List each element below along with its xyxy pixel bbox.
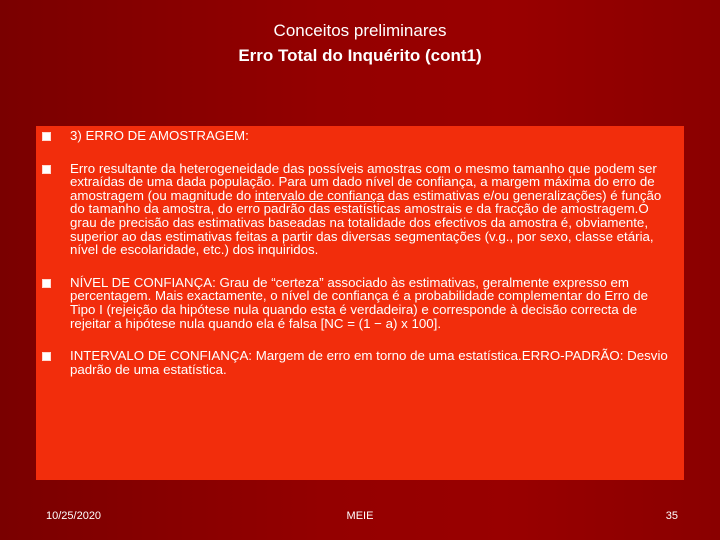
intervalo-confianca-link[interactable]: intervalo de confiança — [254, 187, 385, 203]
bullet-item-definicao — [42, 162, 674, 257]
bullet-item-intervalo-confianca — [42, 349, 674, 376]
slide-title — [0, 20, 720, 68]
square-bullet-icon — [42, 165, 51, 174]
item-text: 3) ERRO DE AMOSTRAGEM: — [70, 128, 249, 143]
bullet-item-erro-amostragem — [42, 129, 674, 143]
item-text: INTERVALO DE CONFIANÇA: Margem de erro em torno de uma estatística.ERRO-PADRÃO: Desvio padrão de uma estatística. — [70, 348, 668, 377]
title-line-1: Conceitos preliminares — [273, 21, 447, 40]
content-box — [36, 126, 684, 480]
footer-center-text: MEIE — [346, 510, 374, 522]
bullet-item-nivel-confianca — [42, 276, 674, 330]
square-bullet-icon — [42, 279, 51, 288]
title-line-2: Erro Total do Inquérito (cont1) — [238, 46, 482, 65]
item-text-part-1: Erro resultante da heterogeneidade das possíveis amostras com o mesmo tamanho que podem ser extraídas de uma dada população. Para um dado nível de confiança, a margem máxima do erro de amostragem (ou magnitude do — [70, 160, 657, 203]
square-bullet-icon — [42, 352, 51, 361]
footer-date: 10/25/2020 — [46, 510, 102, 522]
item-text-part-2: das estimativas e/ou generalizações) é função do tamanho da amostra, do erro padrão das estatísticas amostrais e da fracção de amostragem.O grau de precisão das estimativas baseadas na totalidade dos efectivos da amostra é, obviamente, superior ao das estimativas feitas a partir das diversas segmentações (v.g., por sexo, classe etária, nível de escolaridade, etc.) dos inquiridos. — [70, 187, 662, 258]
square-bullet-icon — [42, 132, 51, 141]
page-number: 35 — [665, 510, 678, 522]
item-text: NÍVEL DE CONFIANÇA: Grau de “certeza” associado às estimativas, geralmente expresso em percentagem. Mais exactamente, o nível de confiança é a probabilidade complementar do Erro de Tipo I (rejeição da hipótese nula quando esta é verdadeira) e corresponde à decisão correcta de rejeitar a hipótese nula quando ela é falsa [NC = (1 − a) x 100]. — [70, 274, 649, 331]
